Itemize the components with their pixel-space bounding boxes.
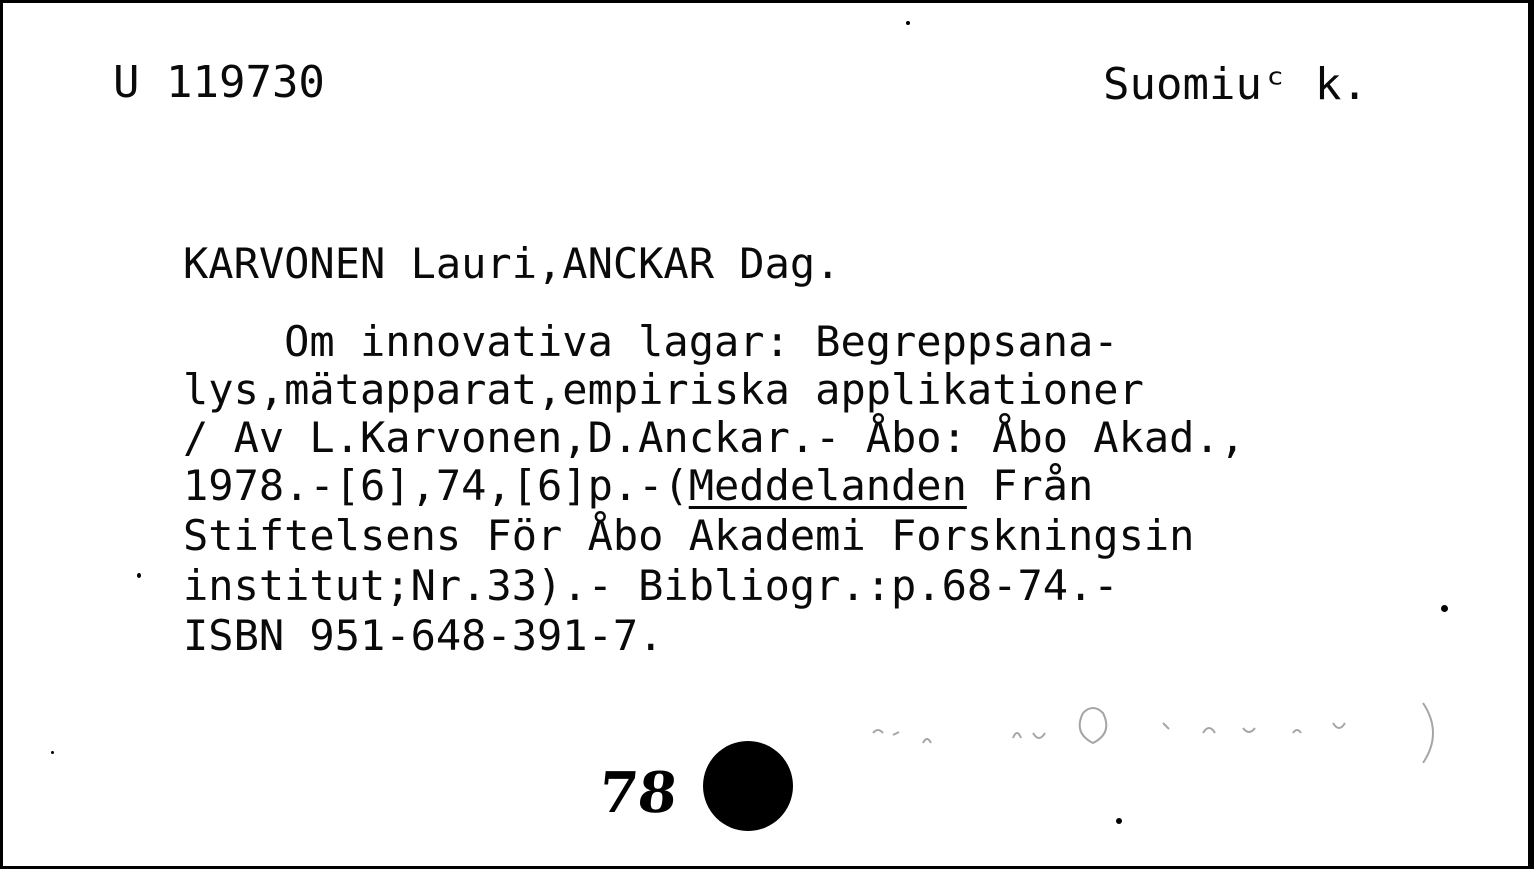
series-title-rest: Från (966, 461, 1094, 510)
author-heading: KARVONEN Lauri,ANCKAR Dag. (183, 239, 841, 288)
punch-hole (703, 741, 793, 831)
faded-stamp-mark (863, 693, 1463, 763)
speck (51, 751, 54, 754)
body-line: Stiftelsens För Åbo Akademi Forskningsin (183, 511, 1195, 560)
body-line-start: 1978.-[6],74,[6]p.-( (183, 461, 689, 510)
body-line-series (183, 461, 1094, 510)
series-title: Meddelanden (688, 461, 967, 510)
speck (137, 573, 141, 578)
body-line: ISBN 951-648-391-7. (183, 611, 664, 660)
call-number: U 119730 (113, 57, 325, 108)
handwritten-mark: 78 (595, 760, 681, 826)
body-line: Om innovativa lagar: Begreppsana- (183, 317, 1119, 366)
body-line: / Av L.Karvonen,D.Anckar.- Åbo: Åbo Akad., (183, 413, 1246, 462)
body-line: lys,mätapparat,empiriska applikationer (183, 365, 1144, 414)
location-mark: Suomiuᶜ k. (1103, 59, 1368, 110)
speck (1116, 818, 1122, 824)
speck (906, 21, 910, 25)
speck (1441, 605, 1448, 612)
body-line: institut;Nr.33).- Bibliogr.:p.68-74.- (183, 561, 1119, 610)
